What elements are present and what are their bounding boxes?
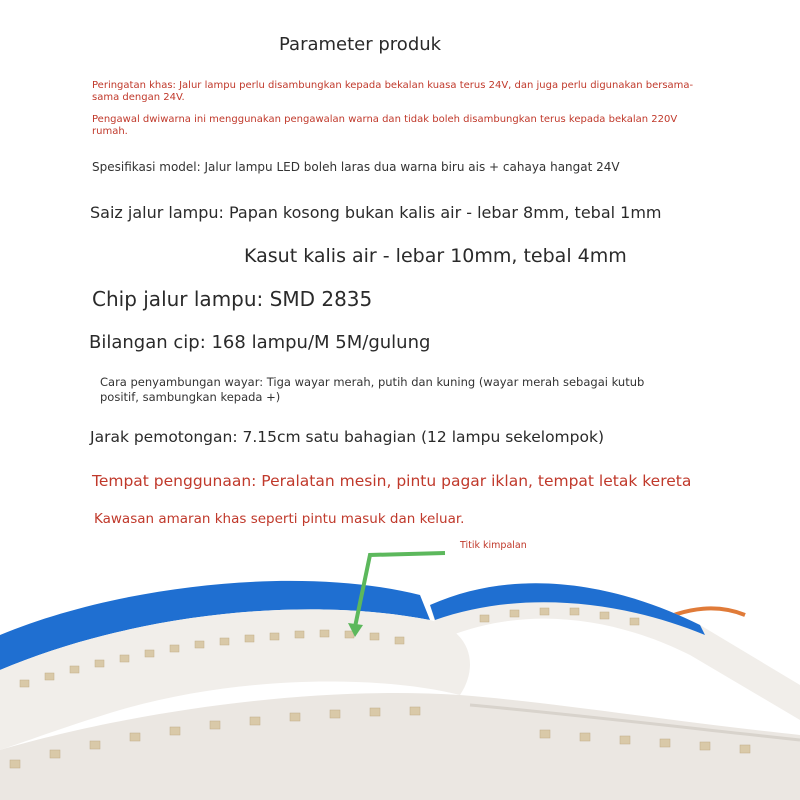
spec-size-waterproof: Kasut kalis air - lebar 10mm, tebal 4mm: [244, 245, 627, 267]
warning-text-controller: Pengawal dwiwarna ini menggunakan pengawalan warna dan tidak boleh disambungkan terus kepada bekalan 220V rumah.: [92, 114, 678, 137]
spec-cut-distance: Jarak pemotongan: 7.15cm satu bahagian (12 lampu sekelompok): [90, 428, 605, 446]
spec-size-bare: Saiz jalur lampu: Papan kosong bukan kalis air - lebar 8mm, tebal 1mm: [90, 203, 662, 222]
spec-wiring: Cara penyambungan wayar: Tiga wayar merah, putih dan kuning (wayar merah sebagai kutub positif, sambungkan kepada +): [100, 375, 645, 404]
warning-text-power: Peringatan khas: Jalur lampu perlu disambungkan kepada bekalan kuasa terus 24V, dan juga perlu digunakan bersama-sama dengan 24V.: [92, 80, 694, 103]
spec-area: Kawasan amaran khas seperti pintu masuk dan keluar.: [94, 511, 465, 527]
page-title: Parameter produk: [279, 34, 442, 55]
solder-point-callout: Titik kimpalan: [460, 540, 527, 551]
spec-chip: Chip jalur lampu: SMD 2835: [92, 287, 373, 311]
spec-usage: Tempat penggunaan: Peralatan mesin, pintu pagar iklan, tempat letak kereta: [92, 472, 692, 490]
spec-chip-count: Bilangan cip: 168 lampu/M 5M/gulung: [89, 332, 431, 353]
spec-model: Spesifikasi model: Jalur lampu LED boleh laras dua warna biru ais + cahaya hangat 24V: [92, 160, 620, 174]
led-strip-photo: [0, 545, 800, 800]
